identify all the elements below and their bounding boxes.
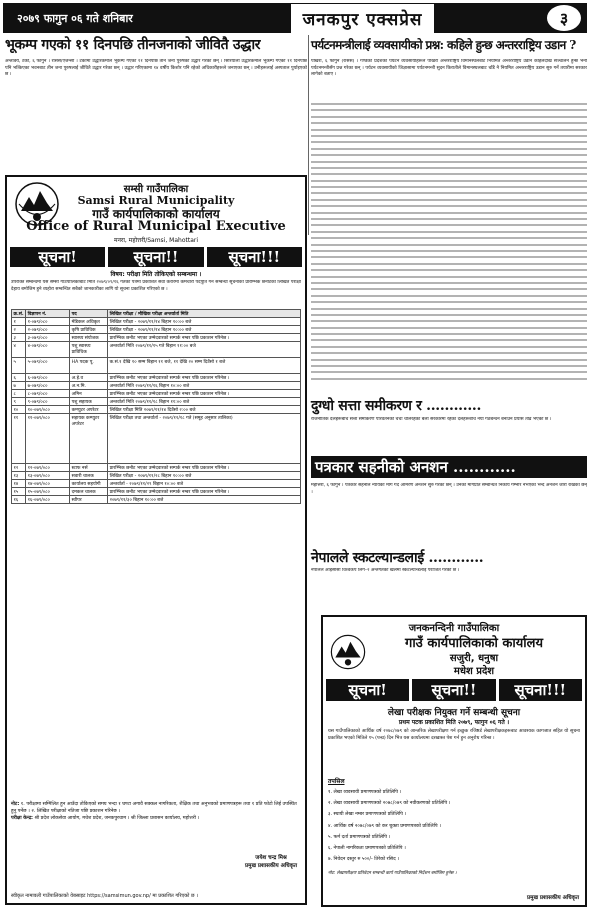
cell-sn: ८ <box>12 390 26 398</box>
cell-ad: १२-०७९/०८० <box>26 464 70 472</box>
table-row <box>12 472 301 480</box>
notice-header <box>7 177 305 233</box>
cell-detail: अन्तर्वार्ता मिति २०७९/११/१८ बिहान ११:०० बजे <box>108 398 301 406</box>
cell-sn: १६ <box>12 496 26 504</box>
cell-post: स्वास्थ्य संयोजक <box>70 334 108 342</box>
headline-journalist-hunger-strike: पत्रकार सहनीको अनशन ............ <box>311 456 587 478</box>
cell-ad: २-०७९/०८० <box>26 326 70 334</box>
exec-office-np: गाउँ कार्यपालिकाको कार्यालय <box>405 636 543 651</box>
notice-banner-2: सूचना!! <box>108 247 203 267</box>
notice-subject: लेखा परीक्षक नियुक्त गर्ने सम्बन्धी सूचना <box>387 708 521 718</box>
cell-post: अ.हे.व <box>70 374 108 382</box>
table-row <box>12 382 301 390</box>
article-earthquake-body: अन्ताक्य, टर्की, ६ फागुन । रासस/एजेन्सी । टर्कीमा उद्धारकर्मीले भूकम्प गएको ११ दिनपछि तीन जना पुरुषको उद्धार गरेका छन् । सिरियाली उद्धारकर्मीले भूकम्प गएको ११ दिनपछि पनि भत्किएका भवनबाट तीन जना पुरुषलाई जीवितै उद्धार गरेका छन् । उद्धार गरिएकामा १४ वर्षीय किशोर पनि रहेको अधिकारीहरूले जनाएका छन् । उनीहरूलाई अस्पताल पुर्याइएको छ । <box>5 59 307 78</box>
cell-post: कृषि प्राविधिक <box>70 326 108 334</box>
cell-post: HA पदक पू. <box>70 358 108 374</box>
cell-detail: क.सं.१ देखि १० सम्म बिहान ११ बजे, ११ देखि २० सम्म दिउँसो १ बजे <box>108 358 301 374</box>
cell-detail: लिखित परीक्षा - २०७९/११/२८ बिहान १०:०० बजे <box>108 472 301 480</box>
col-header-post: पद <box>70 310 108 318</box>
cell-ad: ३-०७९/०८० <box>26 334 70 342</box>
cell-detail: अन्तर्वार्ता मिति २०७९/११/१६ बिहान १०:०० बजे <box>108 382 301 390</box>
cell-detail: अन्तर्वार्ता मिति २०७९/११/१५ गते बिहान ११:०० बजे <box>108 342 301 358</box>
cell-post: सहायक कम्प्युटर अपरेटर <box>70 414 108 464</box>
list-item: ६. नेपाली नागरिकता प्रमाणपत्रको प्रतिलिपि । <box>328 846 406 852</box>
cell-ad: १३-०७९/०८० <box>26 472 70 480</box>
cell-post: पशु सहायक <box>70 398 108 406</box>
cell-ad: १४-०७९/०८० <box>26 480 70 488</box>
headline-earthquake: भूकम्प गएको ११ दिनपछि तीनजनाको जीवितै उद्धार <box>5 37 261 53</box>
cell-ad: १६-०७९/०८० <box>26 496 70 504</box>
notes-text: १. परीक्षामा सम्मिलित हुन आउँदा तोकिएको समय भन्दा १ घण्टा अगावै सक्कल नागरिकता, शैक्षिक तथा अनुभवको प्रमाणपत्रहरू तथा १ प्रति फोटो लिई उपस्थित हुनु पर्नेछ । २. लिखित परीक्षाको नतिजा पछि प्रकाशन गरिनेछ । <box>11 802 297 814</box>
cell-detail: लिखित परीक्षा मिति २०७९/११/१४ दिउँसो २:०० बजे <box>108 406 301 414</box>
office-name-np: जनकनन्दिनी गाउँपालिका <box>408 623 500 634</box>
article-journalist-body: महोत्तरी, ६ फागुन । पत्रकार सहनीले न्यायको माग गर्दै आमरण अनशन सुरु गरेका छन् । उनको मागप्रति सम्बन्धित निकाय गम्भीर नभएको भन्दै अनशन जारी राखेका छन् । <box>311 483 587 495</box>
cell-detail: प्रारम्भिक छनौट भएका उम्मेदवारको सम्पर्क नम्बर पछि प्रकाशन गरिनेछ । <box>108 464 301 472</box>
column-divider <box>308 35 309 235</box>
notice-subject: विषय: परीक्षा मिति तोकिएको सम्बन्धमा । <box>110 271 202 278</box>
cell-ad: ९-०७९/०८० <box>26 398 70 406</box>
cell-detail: प्रारम्भिक छनौट भएका उम्मेदवारको सम्पर्क नम्बर पछि प्रकाशन गरिनेछ । <box>108 488 301 496</box>
cell-sn: ६ <box>12 374 26 382</box>
col-header-ad: विज्ञापन नं. <box>26 310 70 318</box>
cell-sn: १२ <box>12 464 26 472</box>
notice-banner-2: सूचना!! <box>412 679 495 701</box>
newspaper-page <box>3 3 587 907</box>
notice-note: नोट: लेखापरीक्षण प्रतिवेदन सम्बन्धी कार्य गाउँपालिकाको निर्देशन बमोजिम हुनेछ । <box>328 871 457 876</box>
office-address: मनरा, महोत्तरी/Samsi, Mahottari <box>113 237 199 244</box>
cell-detail: प्रारम्भिक छनौट भएका उम्मेदवारको सम्पर्क नम्बर पछि प्रकाशन गरिनेछ । <box>108 334 301 342</box>
cell-sn: ५ <box>12 358 26 374</box>
masthead <box>3 3 587 33</box>
table-row <box>12 414 301 464</box>
cell-detail: लिखित परीक्षा तथा अन्तर्वार्ता - २०७९/११/१८ गते (समूह अनुसार तालिका) <box>108 414 301 464</box>
cell-post: अ.न.मि. <box>70 382 108 390</box>
notice-publish-date: प्रथम पटक प्रकाशित मिति २०७९, फागुन ०६ गते । <box>398 719 510 726</box>
cell-sn: १ <box>12 318 26 326</box>
table-row <box>12 496 301 504</box>
table-row <box>12 334 301 342</box>
venue-title: परीक्षा केन्द्र: <box>11 815 33 821</box>
table-header-row <box>12 310 301 318</box>
document-list <box>328 787 580 865</box>
cell-post: सवारी चालक <box>70 472 108 480</box>
headline-nepal-scotland: नेपालले स्कटल्यान्डलाई ............ <box>311 550 484 566</box>
cell-post: मेडिकल अधिकृत <box>70 318 108 326</box>
venue-text: श्री प्रदेश लोकसेवा आयोग, मधेश प्रदेश, जनकपुरधाम । श्री जिल्ला प्रशासन कार्यालय, महोत्तरी । <box>34 815 200 821</box>
notice-banner-3: सूचना!!! <box>207 247 302 267</box>
notice-website: स्वीकृत नामावली गाउँपालिकाको वेबसाइट https://samsimun.gov.np/ मा प्रकाशित गरिएको छ । <box>11 893 199 899</box>
table-row <box>12 326 301 334</box>
exam-schedule-table <box>11 309 301 504</box>
cell-sn: ११ <box>12 414 26 464</box>
office-address: सजुरी, धनुषा <box>449 653 499 664</box>
table-row <box>12 398 301 406</box>
table-row <box>12 464 301 472</box>
list-item: ४. आर्थिक वर्ष २०७८/०७९ को कर चुक्ता प्रमाणपत्रको प्रतिलिपि । <box>328 823 441 829</box>
article-tourism-body: पोखरा, ६ फागुन (रासस) । गण्डकी प्रदेशका पर्यटन व्यवसायीहरूले पोखरा अन्तरराष्ट्रिय विमानस्थलबाट नियमित अन्तरराष्ट्रिय उडान कहिलेदेखि सञ्चालन हुन्छ भनी पर्यटनमन्त्रीसँग प्रश्न गरेका छन् । पर्यटन व्यवसायीको जिज्ञासामा पर्यटनमन्त्री सुदन किरातीले विमानस्थलबाट चाँडै नै नियमित अन्तरराष्ट्रिय उडान सुरु गर्ने तयारीमा सरकार लागेको बताए । <box>311 59 587 78</box>
janaknandini-notice <box>321 615 587 907</box>
exec-office-np: गाउँ कार्यपालिकाको कार्यालय <box>92 207 220 221</box>
document-list-title: तपसिल <box>328 778 345 785</box>
table-row <box>12 390 301 398</box>
article-cricket-body: नेपालले आईसीसी विश्वकप लिग–२ अन्तर्गतको खेलमा स्कटल्यान्डलाई पराजित गरेको छ । <box>311 568 460 573</box>
signatory-title: प्रमुख प्रशासकीय अधिकृत <box>527 895 579 901</box>
cell-post: पशु स्वास्थ्य प्राविधिक <box>70 342 108 358</box>
office-name-np: सम्सी गाउँपालिका <box>123 184 189 195</box>
cell-post: स्वीपर <box>70 496 108 504</box>
cell-sn: १३ <box>12 472 26 480</box>
samsi-notice <box>5 175 307 905</box>
exec-office-en: Office of Rural Municipal Executive <box>26 219 286 234</box>
cell-ad: १५-०७९/०८० <box>26 488 70 496</box>
cell-detail: प्रारम्भिक छनौट भएका उम्मेदवारको सम्पर्क नम्बर पछि प्रकाशन गरिनेछ । <box>108 374 301 382</box>
notice-intro: उपरोक्त सम्बन्धमा यस सम्सी गाउँपालिकाबाट मिति २०७९/०९/१६ गतेका पत्रमा प्रकाशित सेवा करारमा कर्मचारी पदपूर्ति गर्ने सम्बन्धी सूचनाको प्रारम्भिक छनौटको लिखित परीक्षा देहाय बमोजिम हुने व्यहोरा सम्बन्धित सबैको जानकारीका लागि यो सूचना प्रकाशित गरिएको छ । <box>11 280 301 292</box>
cell-ad: ५-०७९/०८० <box>26 358 70 374</box>
cell-sn: ३ <box>12 334 26 342</box>
notice-body: यस गाउँपालिकाको आर्थिक वर्ष २०७८/०७९ को आन्तरिक लेखापरीक्षण गर्न इच्छुक रजिष्टर्ड लेखापरीक्षकहरूबाट आवश्यक कागजात सहित यो सूचना प्रकाशित भएको मितिले १५ (पन्ध्र) दिन भित्र यस कार्यालयमा दरखास्त पेश गर्न हुन अनुरोध गरिन्छ । <box>328 729 580 741</box>
issue-date: २०७९ फागुन ०६ गते शनिबार <box>17 11 133 25</box>
notice-banner-1: सूचना! <box>10 247 105 267</box>
nepal-emblem-icon <box>329 633 367 671</box>
cell-detail: अन्तर्वार्ता - २०७९/११/२९ बिहान १०:०० बजे <box>108 480 301 488</box>
signatory-title: प्रमुख प्रशासकीय अधिकृत <box>245 863 297 869</box>
cell-ad: ७-०७९/०८० <box>26 382 70 390</box>
cell-sn: २ <box>12 326 26 334</box>
cell-post: अमिन <box>70 390 108 398</box>
text-column-filler <box>311 103 587 388</box>
headline-power-equation: दुग्धो सत्ता समीकरण र ............ <box>311 398 482 414</box>
list-item: ३. स्थायी लेखा नम्बर प्रमाणपत्रको प्रतिलिपि । <box>328 812 407 818</box>
page-number: ३ <box>547 5 581 31</box>
cell-sn: ७ <box>12 382 26 390</box>
headline-tourism-minister: पर्यटनमन्त्रीलाई व्यवसायीको प्रश्न: कहिले हुन्छ अन्तरराष्ट्रिय उडान ? <box>311 38 576 52</box>
cell-sn: १४ <box>12 480 26 488</box>
cell-ad: ६-०७९/०८० <box>26 374 70 382</box>
brand-title: जनकपुर एक्सप्रेस <box>291 4 435 33</box>
exam-schedule-body <box>12 318 301 504</box>
cell-post: दमकल चालक <box>70 488 108 496</box>
cell-ad: ४-०७९/०८० <box>26 342 70 358</box>
office-name-en: Samsi Rural Municipality <box>77 194 235 207</box>
cell-post: स्टाफ नर्स <box>70 464 108 472</box>
table-row <box>12 358 301 374</box>
cell-detail: प्रारम्भिक छनौट भएका उम्मेदवारको सम्पर्क नम्बर पछि प्रकाशन गरिनेछ । <box>108 390 301 398</box>
col-header-detail: लिखित परीक्षा / मौखिक परीक्षा अन्तर्वार्ता मिति <box>108 310 301 318</box>
table-row <box>12 406 301 414</box>
notice-banner-3: सूचना!!! <box>499 679 582 701</box>
newspaper-brand <box>178 4 547 33</box>
cell-ad: ११-०७९/०८० <box>26 414 70 464</box>
table-row <box>12 318 301 326</box>
cell-post: कम्प्युटर अपरेटर <box>70 406 108 414</box>
notes-title: नोट: <box>11 802 20 807</box>
list-item: ५. फर्म दर्ता प्रमाणपत्रको प्रतिलिपि । <box>328 834 391 840</box>
cell-ad: ८-०७९/०८० <box>26 390 70 398</box>
cell-detail: लिखित परीक्षा - २०७९/११/१४ बिहान १०:०० बजे <box>108 318 301 326</box>
cell-sn: १५ <box>12 488 26 496</box>
table-row <box>12 488 301 496</box>
table-row <box>12 342 301 358</box>
list-item: १. लेखा व्यवसायी प्रमाणपत्रको प्रतिलिपि । <box>328 790 402 795</box>
cell-sn: ९ <box>12 398 26 406</box>
cell-sn: ४ <box>12 342 26 358</box>
table-row <box>12 480 301 488</box>
notice-banner <box>10 247 302 267</box>
notice-notes <box>11 802 301 822</box>
cell-sn: १० <box>12 406 26 414</box>
office-province: मधेश प्रदेश <box>453 666 495 677</box>
article-power-body: राजनीतिक दलहरूबीच सत्ता समीकरण परिवर्तनको चर्चा चलिरहेका बेला सरकारमा रहेका दलहरूबीच नयाँ गठबन्धन बनाउने प्रयास तीव्र भएको छ । <box>311 417 552 422</box>
list-item: २. लेखा व्यवसायी प्रमाणपत्रको २०७८/०७९ को नवीकरणको प्रतिलिपि । <box>328 801 451 807</box>
cell-detail: लिखित परीक्षा - २०७९/११/१४ बिहान १०:०० बजे <box>108 326 301 334</box>
cell-ad: १०-०७९/०८० <box>26 406 70 414</box>
notice-banner-1: सूचना! <box>326 679 409 701</box>
cell-ad: १-०७९/०८० <box>26 318 70 326</box>
signatory-name: जयेश चन्द्र मिश्र <box>255 855 287 861</box>
cell-detail: २०७९/११/३० बिहान १०:०० बजे <box>108 496 301 504</box>
notice-banner <box>326 679 582 701</box>
col-header-sn: क्र.सं. <box>13 311 24 317</box>
cell-post: कार्यालय सहयोगी <box>70 480 108 488</box>
table-row <box>12 374 301 382</box>
notice-signature <box>245 853 297 869</box>
list-item: ७. निवेदन दस्तुर रु ५००/- तिरेको रसिद । <box>328 857 399 863</box>
